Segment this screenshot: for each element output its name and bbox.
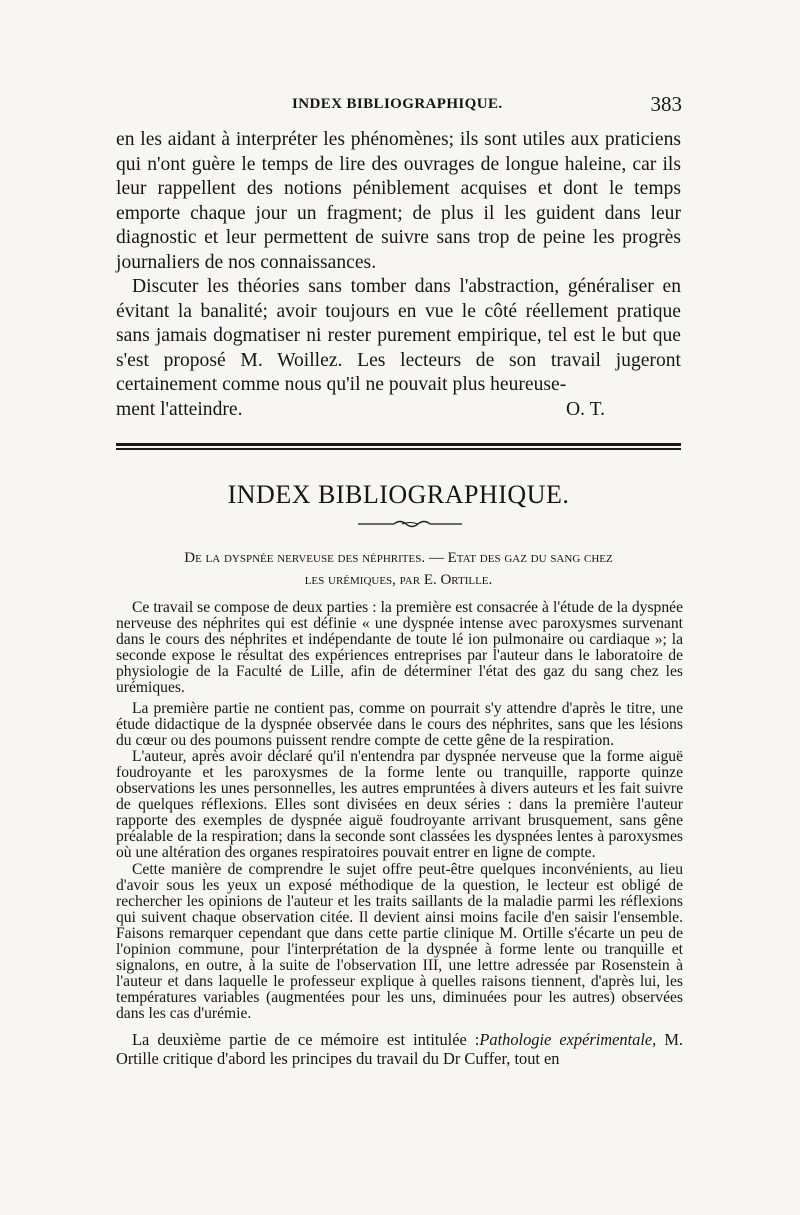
entry-heading [116,547,681,591]
entry-heading-line: les urémiques, par E. Ortille. [304,572,493,588]
review-text [116,128,681,422]
review-paragraph: en les aidant à interpréter les phénomènes; ils sont utiles aux praticiens qui n'ont guère le temps de lire des ouvrages de longue haleine, car ils leur rappellent des notions péniblement acquises et dont le temps emporte chaque jour un fragment; de plus il les guident dans leur diagnostic et leur permettent de suivre sans trop de peine les progrès journaliers de nos connaissances. [116,129,681,273]
section-title: INDEX BIBLIOGRAPHIQUE. [227,480,570,509]
entry-last-start: La deuxième partie de ce mémoire est intitulée : [132,1030,480,1050]
entry-last-rest: M. Ortille critique d'abord les principes du travail du Dr Cuffer, tout en [116,1030,683,1069]
review-signature: O. T. [566,398,606,420]
running-header [112,92,682,118]
entry-cited-title: Pathologie expérimentale, [479,1030,657,1050]
section-divider [116,443,681,453]
review-paragraph: Discuter les théories sans tomber dans l'abstraction, généraliser en évitant la banalité; avoir toujours en vue le côté réellement pratique sans jamais dogmatiser ni rester purement empirique, tel est le but que s'est proposé M. Woillez. Les lecteurs de son travail jugeront certainement comme nous qu'il ne pouvait plus heureuse- [116,276,681,395]
review-paragraph-end: ment l'atteindre. [116,398,243,420]
entry-body [116,600,683,1068]
page-number: 383 [650,92,682,116]
entry-paragraph-last [116,1030,683,1068]
entry-paragraph: Ce travail se compose de deux parties : la première est consacrée à l'étude de la dyspnée nerveuse des néphrites qui est définie « une dyspnée intense avec paroxysmes survenant dans le cours des néphrites et indépendante de toute lé ion pulmonaire ou cardiaque »; la seconde expose le résultat des expériences entreprises par l'auteur dans le laboratoire de physiologie de la Faculté de Lille, afin de déterminer l'état des gaz du sang chez les urémiques. [116,599,683,697]
running-title: INDEX BIBLIOGRAPHIQUE. [292,96,503,112]
review-closing-line [116,398,681,423]
ornament-divider [358,519,462,529]
entry-paragraph: La première partie ne contient pas, comme on pourrait s'y attendre d'après le titre, une étude didactique de la dyspnée observée dans le cours des néphrites, sans que les lésions du cœur ou des poumons puissent rendre compte de cette gêne de la respiration. [116,699,683,749]
entry-paragraph: L'auteur, après avoir déclaré qu'il n'entendra par dyspnée nerveuse que la forme aiguë foudroyante et les paroxysmes de la forme lente ou tranquille, rapporte quinze observations les unes personnelles, les autres empruntées à divers auteurs et les fait suivre de quelques réflexions. Elles sont divisées en deux séries : dans la première l'auteur rapporte des exemples de dyspnée aiguë foudroyante arrivant brusquement, sans gêne préalable de la respiration; dans la seconde sont classées les dyspnées lentes à paroxysmes où une altération des organes respiratoires pouvait entrer en ligne de compte. [116,747,683,862]
entry-paragraph: Cette manière de comprendre le sujet offre peut-être quelques inconvénients, au lieu d'avoir sous les yeux un exposé méthodique de la question, le lecteur est obligé de rechercher les opinions de l'auteur et les traits saillants de la maladie parmi les réflexions qui suivent chaque observation citée. Il devient ainsi moins facile d'en saisir l'ensemble. Faisons remarquer cependant que dans cette partie clinique M. Ortille s'écarte un peu de l'opinion commune, pour l'interprétation de la dyspnée à forme lente ou tranquille et signalons, en outre, à la suite de l'observation III, une lettre adressée par Rosenstein à l'auteur et dans laquelle le professeur explique à quelles raisons tiennent, d'après lui, les températures variables (augmentées pour les uns, diminuées pour les autres) observées dans les cas d'urémie. [116,860,683,1023]
entry-heading-line: De la dyspnée nerveuse des néphrites. — Etat des gaz du sang chez [184,550,613,566]
